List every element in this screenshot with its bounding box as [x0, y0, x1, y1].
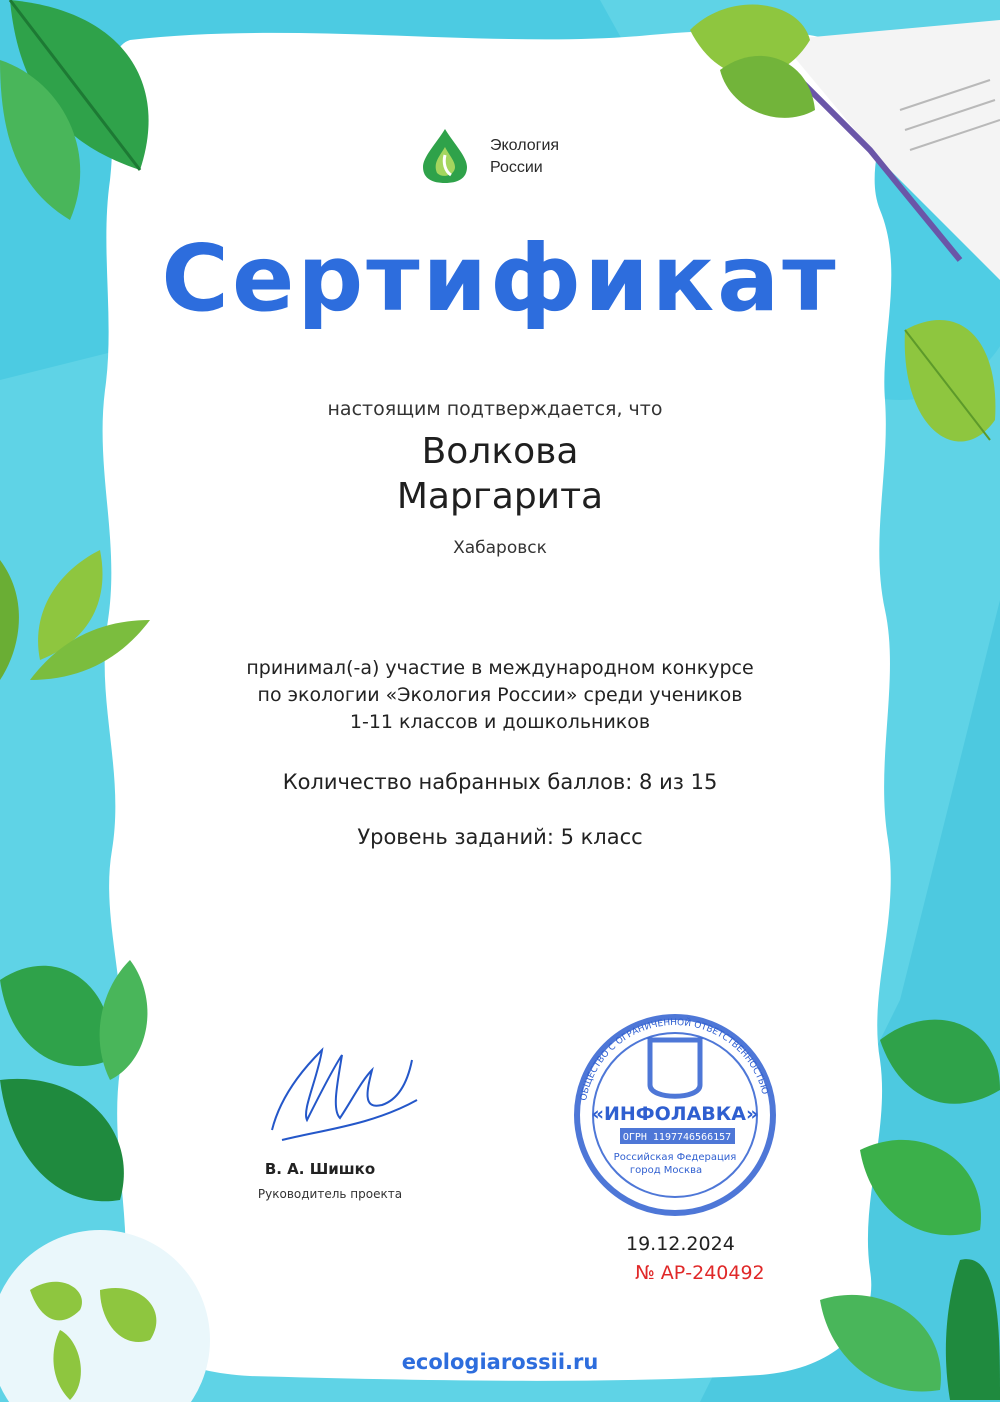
signature-icon — [262, 1030, 422, 1150]
certificate-title: Сертификат — [161, 225, 839, 332]
score-text: Количество набранных баллов: 8 из 15 — [282, 770, 718, 794]
confirm-text: настоящим подтверждается, что — [327, 398, 663, 420]
recipient-surname: Волкова — [421, 431, 579, 472]
leaf-drop-icon — [415, 125, 475, 185]
description-line: по экологии «Экология России» среди учеников — [257, 684, 743, 706]
signatory-name: В. А. Шишко — [264, 1160, 376, 1178]
logo-line-2: России — [490, 159, 543, 176]
stamp-country: Российская Федерация — [613, 1152, 737, 1163]
participation-description — [0, 655, 1000, 736]
stamp-ring-text: ОБЩЕСТВО С ОГРАНИЧЕННОЙ ОТВЕТСТВЕННОСТЬЮ — [579, 1017, 770, 1102]
logo-line-1: Экология — [490, 137, 560, 154]
stamp-company: «ИНФОЛАВКА» — [591, 1103, 759, 1125]
signatory-role: Руководитель проекта — [257, 1187, 403, 1201]
issue-date: 19.12.2024 — [626, 1233, 735, 1255]
description-line: принимал(-а) участие в международном конкурсе — [246, 657, 754, 679]
company-stamp — [570, 1010, 780, 1220]
description-line: 1-11 классов и дошкольников — [349, 711, 651, 733]
logo-text — [490, 135, 559, 179]
recipient-given-name: Маргарита — [396, 476, 604, 517]
certificate-number: № АР-240492 — [635, 1262, 765, 1284]
website-link[interactable]: ecologiarossii.ru — [401, 1350, 599, 1374]
level-text: Уровень заданий: 5 класс — [357, 825, 643, 849]
project-logo — [415, 125, 615, 185]
stamp-ogrn: ОГРН 1197746566157 — [622, 1132, 732, 1143]
stamp-city: город Москва — [629, 1165, 703, 1176]
recipient-city: Хабаровск — [453, 538, 547, 558]
